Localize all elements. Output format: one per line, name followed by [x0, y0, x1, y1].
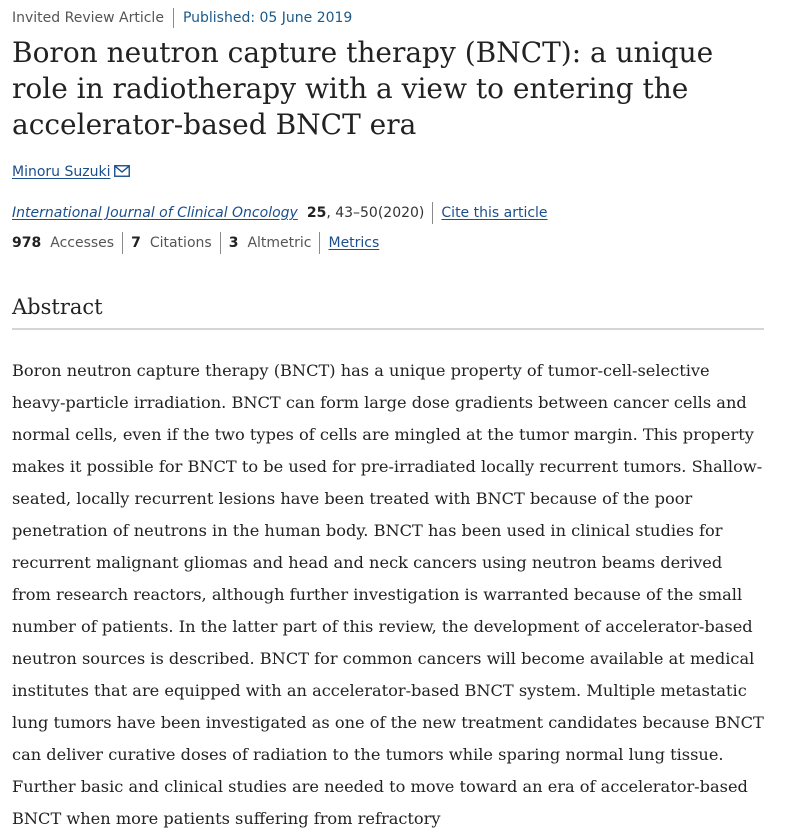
cite-this-article-link[interactable]: Cite this article: [441, 205, 548, 221]
pages: , 43–50(2020): [326, 205, 425, 221]
volume: 25: [306, 205, 327, 221]
divider: [173, 8, 174, 28]
divider: [319, 232, 320, 254]
abstract-heading: Abstract: [12, 295, 103, 319]
citations-count: 7: [131, 235, 141, 251]
divider: [122, 232, 123, 254]
abstract-divider: [12, 328, 764, 330]
journal-link[interactable]: International Journal of Clinical Oncology: [12, 205, 298, 221]
accesses-count: 978: [12, 235, 42, 251]
mail-icon[interactable]: [114, 163, 130, 175]
author-list: [12, 162, 130, 182]
article-title: Boron neutron capture therapy (BNCT): a unique role in radiotherapy with a view to entering the accelerator-based BNCT era: [12, 36, 714, 141]
abstract-text: Boron neutron capture therapy (BNCT) has a unique property of tumor-cell-selective heavy-particle irradiation. BNCT can form large dose gradients between cancer cells and normal cells, even if the two types of cells are mingled at the tumor margin. This property makes it possible for BNCT to be used for pre-irradiated locally recurrent tumors. Shallow-seated, locally recurrent lesions have been treated with BNCT because of the poor penetration of neutrons in the human body. BNCT has been used in clinical studies for recurrent malignant gliomas and head and neck cancers using neutron beams derived from research reactors, although further investigation is warranted because of the small number of patients. In the latter part of this review, the development of accelerator-based neutron sources is described. BNCT for common cancers will become available at medical institutes that are equipped with an accelerator-based BNCT system. Multiple metastatic lung tumors have been investigated as one of the new treatment candidates because BNCT can deliver curative doses of radiation to the tumors while sparing normal lung tissue. Further basic and clinical studies are needed to move toward an era of accelerator-based BNCT when more patients suffering from refractory: [12, 361, 764, 828]
accesses-label: Accesses: [50, 235, 115, 251]
divider: [220, 232, 221, 254]
metrics-row: [12, 232, 379, 254]
metrics-link[interactable]: Metrics: [328, 235, 380, 251]
published-date: Published: 05 June 2019: [182, 10, 353, 26]
citations-label: Citations: [149, 235, 212, 251]
altmetric-count: 3: [228, 235, 239, 251]
divider: [432, 202, 433, 224]
author-link[interactable]: Minoru Suzuki: [12, 164, 111, 180]
article-type: Invited Review Article: [12, 10, 164, 26]
article-meta: [12, 8, 352, 28]
citation-row: [12, 202, 548, 224]
altmetric-label: Altmetric: [247, 235, 312, 251]
